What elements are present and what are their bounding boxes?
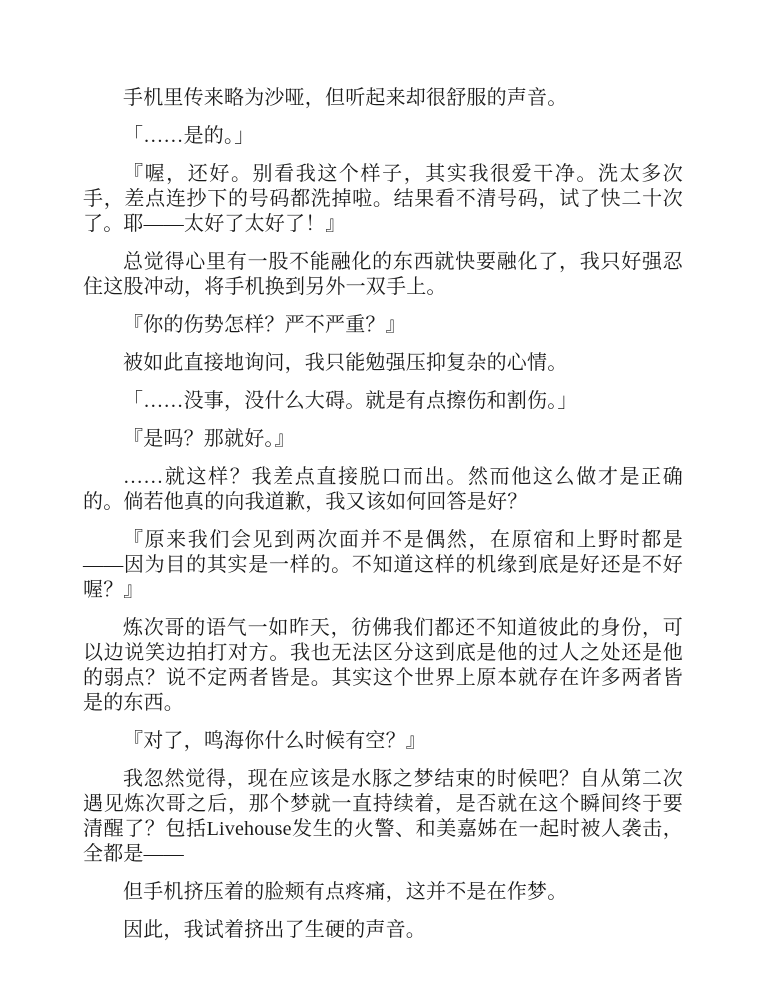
paragraph-dialog: 『是吗？那就好。』 xyxy=(123,428,295,450)
paragraph-dialog: 「……是的。」 xyxy=(123,125,255,147)
paragraph: 总觉得心里有一股不能融化的东西就快要融化了，我只好强忍住这股冲动，将手机换到另外一双手上。 xyxy=(83,251,683,298)
paragraph-dialog: 「……没事，没什么大碍。就是有点擦伤和割伤。」 xyxy=(123,390,578,412)
paragraph: 我忽然觉得，现在应该是水豚之梦结束的时候吧？自从第二次遇见炼次哥之后，那个梦就一直持续着，是否就在这个瞬间终于要清醒了？包括Livehouse发生的火警、和美嘉姊在一起时被人袭击，全都是—— xyxy=(83,768,683,865)
paragraph: ……就这样？我差点直接脱口而出。然而他这么做才是正确的。倘若他真的向我道歉，我又该如何回答是好？ xyxy=(83,466,683,513)
paragraph: 手机里传来略为沙哑，但听起来却很舒服的声音。 xyxy=(123,87,568,109)
paragraph: 因此，我试着挤出了生硬的声音。 xyxy=(123,919,426,941)
paragraph: 被如此直接地询问，我只能勉强压抑复杂的心情。 xyxy=(123,352,568,374)
paragraph-dialog: 『你的伤势怎样？严不严重？』 xyxy=(123,314,406,336)
paragraph-dialog: 『喔，还好。别看我这个样子，其实我很爱干净。洗太多次手，差点连抄下的号码都洗掉啦。结果看不清号码，试了快二十次了。耶——太好了太好了！』 xyxy=(83,163,683,235)
paragraph-dialog: 『原来我们会见到两次面并不是偶然，在原宿和上野时都是——因为目的其实是一样的。不知道这样的机缘到底是好还是不好喔？』 xyxy=(83,529,683,601)
paragraph: 但手机挤压着的脸颊有点疼痛，这并不是在作梦。 xyxy=(123,881,568,903)
paragraph-dialog: 『对了，鸣海你什么时候有空？』 xyxy=(123,730,426,752)
paragraph: 炼次哥的语气一如昨天，彷佛我们都还不知道彼此的身份，可以边说笑边拍打对方。我也无法区分这到底是他的过人之处还是他的弱点？说不定两者皆是。其实这个世界上原本就存在许多两者皆是的东西。 xyxy=(83,617,683,714)
